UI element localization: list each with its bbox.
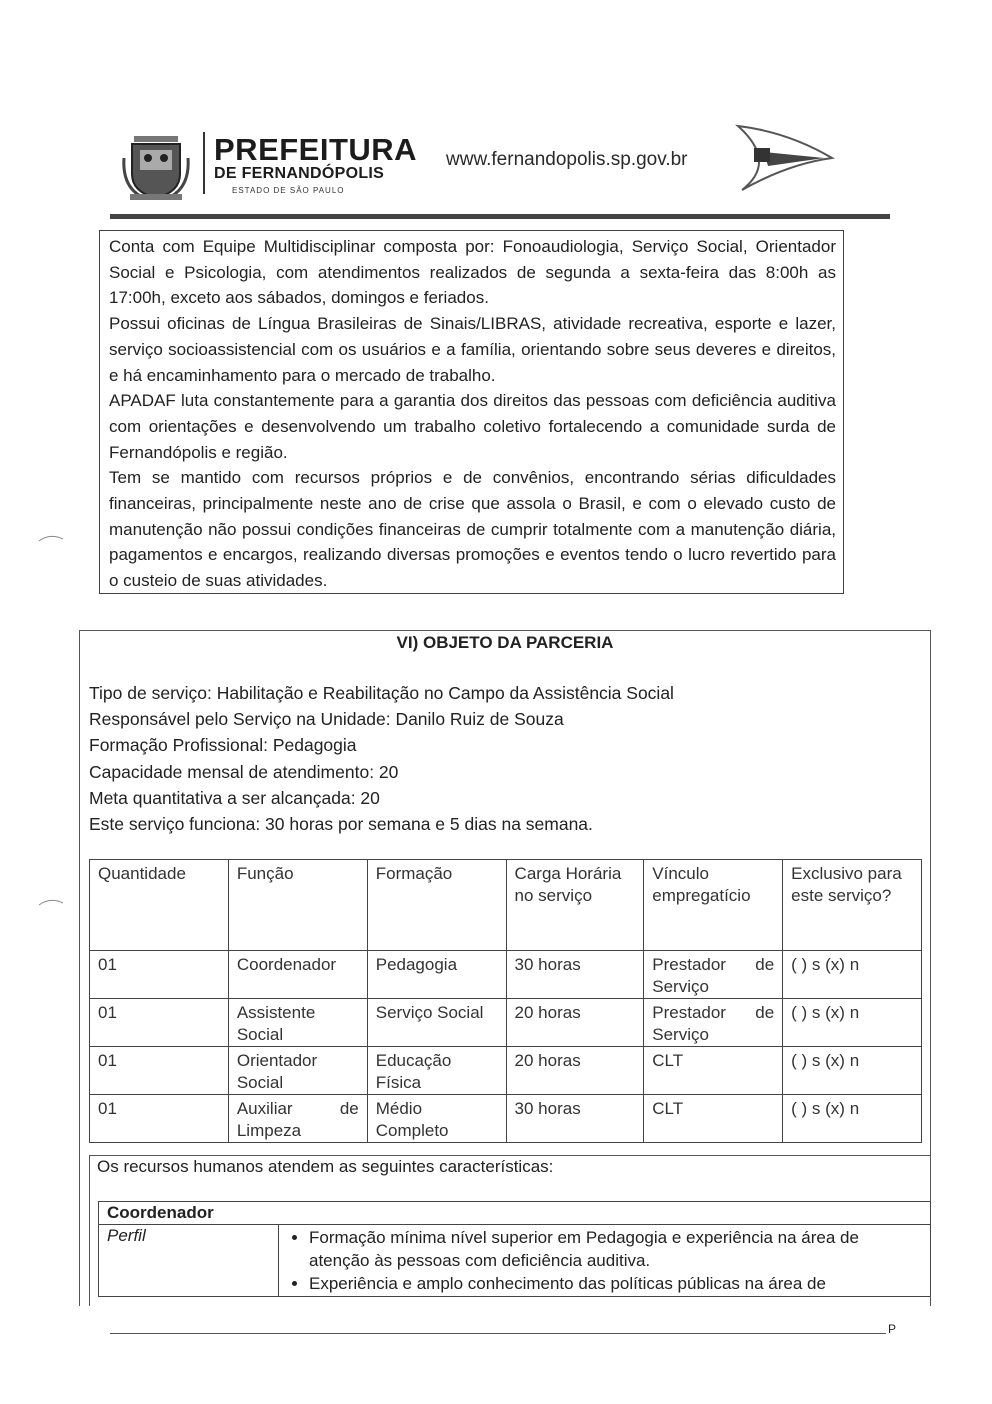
profile-label: Perfil — [99, 1225, 279, 1297]
header-title: PREFEITURA — [214, 132, 418, 167]
table-cell: Auxiliar de Limpeza — [228, 1095, 367, 1143]
table-cell: Orientador Social — [228, 1047, 367, 1095]
table-row — [90, 1047, 922, 1095]
table-header-row — [90, 860, 922, 951]
header-state: ESTADO DE SÃO PAULO — [232, 186, 345, 195]
table-cell: 30 horas — [506, 951, 644, 999]
profile-row — [99, 1225, 931, 1297]
service-line: Este serviço funciona: 30 horas por semana e 5 dias na semana. — [89, 814, 593, 835]
table-cell: Coordenador — [228, 951, 367, 999]
service-details — [89, 680, 674, 837]
municipal-crest-icon — [120, 128, 192, 202]
header-divider — [203, 132, 205, 194]
scan-mark-icon — [38, 897, 64, 907]
table-cell: 01 — [90, 999, 229, 1047]
table-row — [90, 1095, 922, 1143]
table-cell: CLT — [644, 1047, 783, 1095]
table-cell: CLT — [644, 1095, 783, 1143]
table-cell: 01 — [90, 951, 229, 999]
intro-box — [99, 230, 844, 594]
header-url[interactable]: www.fernandopolis.sp.gov.br — [446, 149, 688, 170]
scan-mark-icon — [38, 533, 64, 543]
table-cell: ( ) s (x) n — [783, 951, 922, 999]
intro-paragraph: APADAF luta constantemente para a garantia dos direitos das pessoas com deficiência auditiva com orientações e desenvolvendo um trabalho coletivo fortalecendo a comunidade surda de Fernandópolis e região. — [109, 391, 836, 462]
table-header-cell: Função — [228, 860, 367, 951]
table-header-cell: Quantidade — [90, 860, 229, 951]
table-header-cell: Vínculo empregatício — [644, 860, 783, 951]
table-cell: ( ) s (x) n — [783, 1047, 922, 1095]
table-header-cell: Carga Horária no serviço — [506, 860, 644, 951]
table-cell: 20 horas — [506, 1047, 644, 1095]
profile-role-row — [99, 1202, 931, 1225]
profile-role: Coordenador — [99, 1202, 931, 1225]
table-cell: 30 horas — [506, 1095, 644, 1143]
arrow-logo-icon — [728, 122, 838, 194]
footer-page-mark: P — [888, 1322, 897, 1336]
service-line: Capacidade mensal de atendimento: 20 — [89, 761, 399, 782]
profile-table — [98, 1201, 931, 1297]
profile-item: • Experiência e amplo conhecimento das políticas públicas na área de — [309, 1272, 922, 1295]
table-cell: Prestador de Serviço — [644, 999, 783, 1047]
profile-item: • Formação mínima nível superior em Pedagogia e experiência na área de atenção às pessoas com deficiência auditiva. — [309, 1226, 922, 1272]
table-cell: ( ) s (x) n — [783, 1095, 922, 1143]
service-line: Meta quantitativa a ser alcançada: 20 — [89, 787, 380, 808]
hr-intro: Os recursos humanos atendem as seguintes características: — [97, 1157, 554, 1176]
profile-items-cell — [279, 1225, 931, 1297]
table-cell: Prestador de Serviço — [644, 951, 783, 999]
intro-paragraph: Possui oficinas de Língua Brasileiras de Sinais/LIBRAS, atividade recreativa, esporte e lazer, serviço socioassistencial com os usuários e a família, orientando sobre seus deveres e direitos, e há encaminhamento para o mercado de trabalho. — [109, 314, 836, 385]
table-cell: Pedagogia — [367, 951, 506, 999]
table-header-cell: Exclusivo para este serviço? — [783, 860, 922, 951]
service-line: Formação Profissional: Pedagogia — [89, 735, 357, 756]
table-cell: ( ) s (x) n — [783, 999, 922, 1047]
table-cell: Educação Física — [367, 1047, 506, 1095]
table-cell: Serviço Social — [367, 999, 506, 1047]
table-row — [90, 951, 922, 999]
section-title: VI) OBJETO DA PARCERIA — [396, 633, 614, 652]
table-cell: Médio Completo — [367, 1095, 506, 1143]
intro-paragraph: Tem se mantido com recursos próprios e de convênios, encontrando sérias dificuldades financeiras, principalmente neste ano de crise que assola o Brasil, e com o elevado custo de manutenção não possui condições financeiras de cumprir totalmente com a manutenção diária, pagamentos e encargos, realizando diversas promoções e eventos tendo o lucro revertido para o custeio de suas atividades. — [109, 468, 836, 591]
table-cell: 01 — [90, 1047, 229, 1095]
table-row — [90, 999, 922, 1047]
service-line: Tipo de serviço: Habilitação e Reabilitação no Campo da Assistência Social — [89, 683, 674, 703]
table-cell: 20 horas — [506, 999, 644, 1047]
service-line: Responsável pelo Serviço na Unidade: Danilo Ruiz de Souza — [89, 709, 564, 730]
staff-table — [89, 859, 922, 1143]
footer-rule — [110, 1333, 886, 1334]
table-cell: Assistente Social — [228, 999, 367, 1047]
table-cell: 01 — [90, 1095, 229, 1143]
header-rule — [110, 214, 890, 219]
intro-paragraph: Conta com Equipe Multidisciplinar composta por: Fonoaudiologia, Serviço Social, Orientador Social e Psicologia, com atendimentos realizados de segunda a sexta-feira das 8:00h as 17:00h, exceto aos sábados, domingos e feriados. — [109, 237, 836, 308]
table-header-cell: Formação — [367, 860, 506, 951]
header-subtitle: DE FERNANDÓPOLIS — [214, 165, 385, 182]
